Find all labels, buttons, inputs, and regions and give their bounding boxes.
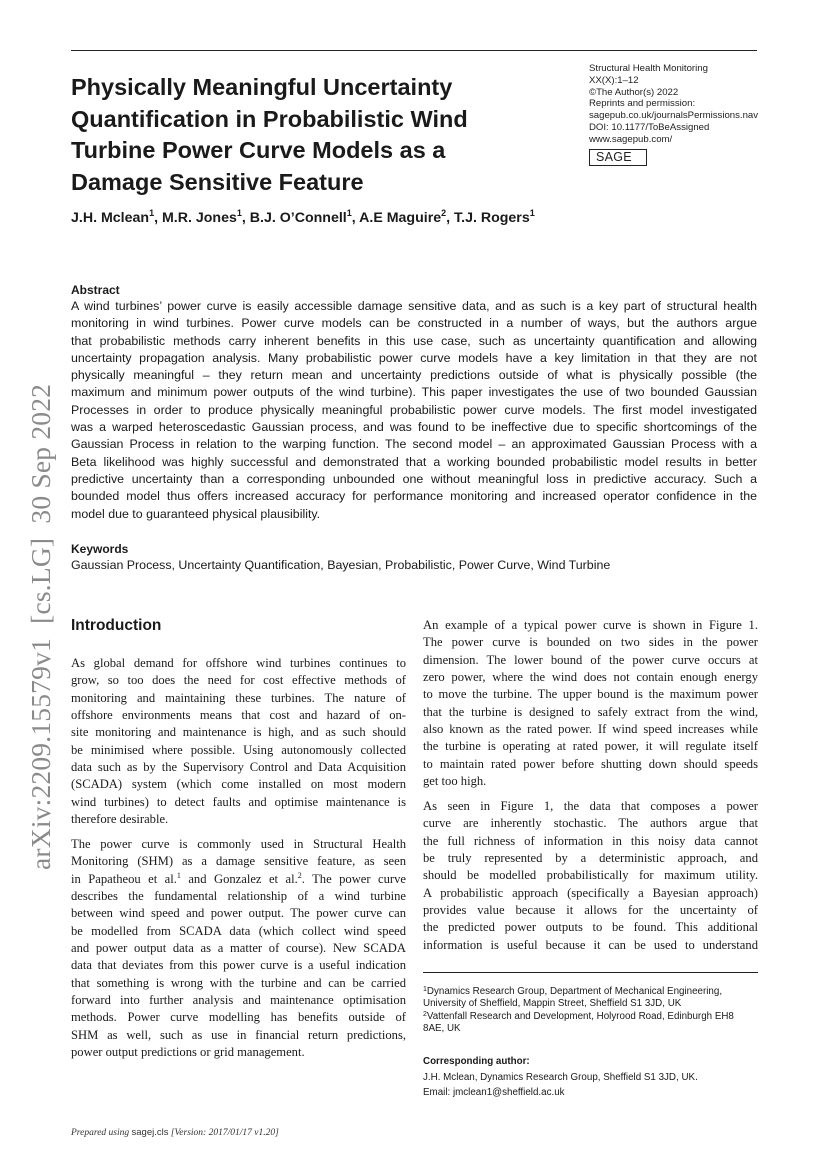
abstract-line: predictive uncertainty than a corresponding unbounded one without meaningful loss in predictive accuracy. Such a (71, 471, 757, 486)
arxiv-stamp (18, 360, 62, 880)
author-name: T.J. Rogers (454, 210, 530, 226)
text-line: describes the fundamental relationship of a wind turbine (71, 889, 406, 904)
abstract-line: maximum and minimum power outputs of the wind turbine). This paper investigates the use of two bounded Gaussian (71, 385, 757, 400)
title-line: Physically Meaningful Uncertainty (71, 74, 453, 100)
text-line: that the turbine is designed to safely extract from the wind, (423, 704, 758, 719)
abstract-line: A wind turbines’ power curve is easily accessible damage sensitive data, and as such is a key part of structural health (71, 299, 757, 313)
text-line: data that deviates from this power curve is a useful indication (71, 958, 406, 973)
footer-prefix: Prepared using (71, 1128, 132, 1138)
author-name: A.E Maguire (359, 210, 442, 226)
text-fragment: and Gonzalez et al. (180, 871, 298, 886)
affiliation-mark: 1 (529, 208, 535, 218)
footnote-text: Dynamics Research Group, Department of Mechanical Engineering, (426, 986, 723, 997)
text-line: data such as by the Supervisory Control and Data Acquisition (71, 760, 406, 775)
title-line: Turbine Power Curve Models as a (71, 137, 446, 163)
header-rule (71, 50, 757, 51)
footnote-text: Vattenfall Research and Development, Holyrood Road, Edinburgh EH8 (426, 1010, 734, 1022)
abstract-line: bounded model thus offers increased accuracy for performance monitoring and increased operator confidence in the (71, 489, 757, 504)
text-line: zero power, where the wind does not contain enough energy (423, 670, 758, 685)
text-line: dimension. The lower bound of the power curve occurs at (423, 652, 758, 667)
abstract-line: uncertainty propagation analysis. Many probabilistic power curve models have a key limitation in that they are not (71, 350, 757, 365)
footnote-mark: 2 (423, 1010, 427, 1018)
text-line: An example of a typical power curve is shown in Figure 1. (423, 618, 758, 632)
paragraph (71, 655, 406, 828)
author-list: J.H. Mclean$^1$, M.R. Jones$^1$, B.J. O’Connell$^1$, A.E Maguire$^2$, T.J. Rogers$^1$ (71, 208, 535, 226)
author-name: M.R. Jones (161, 210, 237, 226)
text-line: offshore environments means that cost and hazard of on- (71, 708, 406, 723)
text-line: be truly represented by a deterministic approach, and (423, 851, 758, 866)
footnote-line (423, 986, 763, 998)
paragraph (423, 617, 758, 790)
abstract-line: Gaussian Process in relation to the warping function. The second model – an approximated Gaussian Process with a (71, 437, 757, 452)
text-line: forward into further analysis and maintenance optimisation (71, 993, 406, 1008)
text-line: get too high. (423, 774, 487, 789)
text-line: also known as the rated power. If wind speed increases while (423, 722, 758, 737)
footnote-mark: 1 (423, 986, 427, 993)
text-line: The power curve is bounded on two sides in the power (423, 635, 758, 650)
text-line: to maintain rated power before shutting down should speeds (423, 756, 758, 771)
page-footer (71, 1127, 279, 1139)
footnote-rule (423, 972, 758, 973)
affiliation-mark: 1 (346, 208, 352, 218)
text-line: A probabilistic approach (specifically a Bayesian approach) (423, 885, 758, 900)
section-heading-introduction: Introduction (71, 617, 162, 634)
paper-title (71, 72, 541, 198)
abstract-heading: Abstract (71, 283, 120, 297)
affiliation-mark: 1 (149, 208, 155, 218)
sage-logo: SAGE (589, 149, 647, 166)
text-line: the turbine is operating at rated power, it will regulate itself (423, 739, 758, 754)
text-fragment: . The power curve (301, 871, 406, 886)
text-line: wind turbines) to detect faults and optimise maintenance is (71, 794, 406, 809)
text-line: therefore desirable. (71, 812, 169, 827)
title-line: Quantification in Probabilistic Wind (71, 105, 468, 132)
abstract-line: model due to guaranteed physical plausibility. (71, 506, 321, 521)
publisher-url[interactable]: www.sagepub.com/ (589, 133, 673, 145)
abstract-line: Processes in order to produce physically meaningful probabilistic power curve models. The first model investigated (71, 402, 757, 417)
footnote-line: University of Sheffield, Mappin Street, Sheffield S1 3JD, UK (423, 998, 682, 1010)
text-line: information is useful because it can be used to understand (423, 937, 758, 952)
footer-version: [Version: 2017/01/17 v1.20] (168, 1128, 279, 1138)
journal-name: Structural Health Monitoring (589, 63, 708, 74)
affiliation-footnotes (423, 986, 763, 1035)
abstract-line: physically meaningful – they return mean and uncertainty predictions outside of what is physically possible (the (71, 368, 757, 383)
text-line: to move the turbine. The upper bound is the maximum power (423, 687, 758, 702)
text-line: monitoring and maintaining these turbines. The nature of (71, 690, 406, 705)
paragraph (423, 798, 758, 954)
text-line: be minimised where possible. Using autonomously collected (71, 742, 406, 757)
abstract-line: that probabilistic methods carry inherent benefits in this use case, such as uncertainty quantification and allowing (71, 333, 757, 348)
doi[interactable]: DOI: 10.1177/ToBeAssigned (589, 121, 710, 133)
text-line: between wind speed and power output. The power curve can (71, 906, 406, 921)
text-line: and power output data as a matter of course). New SCADA (71, 941, 406, 956)
text-fragment: in Papatheou et al. (71, 871, 177, 886)
abstract-text (71, 298, 757, 523)
affiliation-mark: 2 (441, 208, 447, 218)
text-line: grow, so too does the need for cost effective methods of (71, 673, 406, 688)
text-line: the full richness of information in this noisy data cannot (423, 833, 758, 848)
affiliation-mark: 1 (236, 208, 242, 218)
abstract-line: monitoring in wind turbines. Power curve models can be constructed in a number of ways, but the authors argue (71, 316, 757, 331)
arxiv-identifier: arXiv:2209.15579v1 [cs.LG] 30 Sep 2022 (25, 383, 56, 870)
text-line: Monitoring (SHM) as a damage sensitive feature, as seen (71, 854, 406, 869)
text-line: the predicted power outputs to be found. This additional (423, 920, 758, 935)
text-line: be modelled from SCADA data (which collect wind speed (71, 923, 406, 938)
footnote-line (423, 1011, 763, 1023)
text-line: should be modelled probabilistically for maximum utility. (423, 868, 758, 883)
title-line: Damage Sensitive Feature (71, 168, 364, 195)
citation-link[interactable]: 2 (297, 870, 302, 880)
text-line: that something is wrong with the turbine and can be carried (71, 975, 406, 990)
journal-info (589, 63, 769, 166)
text-line: curve are inherently stochastic. The authors argue that (423, 816, 758, 831)
text-line: power output predictions or grid management. (71, 1045, 305, 1060)
journal-volume: XX(X):1–12 (589, 74, 639, 86)
text-line: SHM as well, such as use in financial return predictions, (71, 1027, 406, 1042)
text-line: methods. Power curve modelling has benefits outside of (71, 1010, 406, 1025)
corresponding-address: J.H. Mclean, Dynamics Research Group, Sheffield S1 3JD, UK. (423, 1071, 698, 1083)
paragraph (71, 836, 406, 1061)
corresponding-author (423, 1054, 763, 1101)
keywords-heading: Keywords (71, 542, 129, 556)
footer-class-file: sagej.cls (131, 1127, 169, 1138)
keywords-text: Gaussian Process, Uncertainty Quantification, Bayesian, Probabilistic, Power Curve, Wind Turbine (71, 558, 611, 572)
reprints-label: Reprints and permission: (589, 98, 696, 110)
text-line: site monitoring and maintenance is high, and as such should (71, 725, 406, 740)
corresponding-email[interactable]: Email: jmclean1@sheffield.ac.uk (423, 1087, 565, 1098)
copyright: ©The Author(s) 2022 (589, 86, 679, 98)
footnote-line: 8AE, UK (423, 1022, 461, 1034)
abstract-line: was a warped heteroscedastic Gaussian process, and was found to be ineffective due to specific shortcomings of the (71, 420, 757, 435)
text-line: As global demand for offshore wind turbines continues to (71, 656, 406, 670)
text-line: As seen in Figure 1, the data that composes a power (423, 799, 758, 813)
permissions-link[interactable]: sagepub.co.uk/journalsPermissions.nav (589, 110, 759, 122)
text-line: (SCADA) system (which come installed on most modern (71, 777, 406, 792)
text-line: provides value because it allows for the uncertainty of (423, 903, 758, 918)
citation-link[interactable]: 1 (176, 870, 181, 880)
corresponding-heading: Corresponding author: (423, 1056, 530, 1067)
author-name: J.H. Mclean (71, 210, 150, 226)
text-line: The power curve is commonly used in Structural Health (71, 837, 406, 851)
text-line (71, 871, 406, 888)
author-name: B.J. O’Connell (249, 210, 347, 226)
abstract-line: Beta likelihood was highly successful and demonstrated that a working bounded probabilistic model results in better (71, 454, 757, 469)
